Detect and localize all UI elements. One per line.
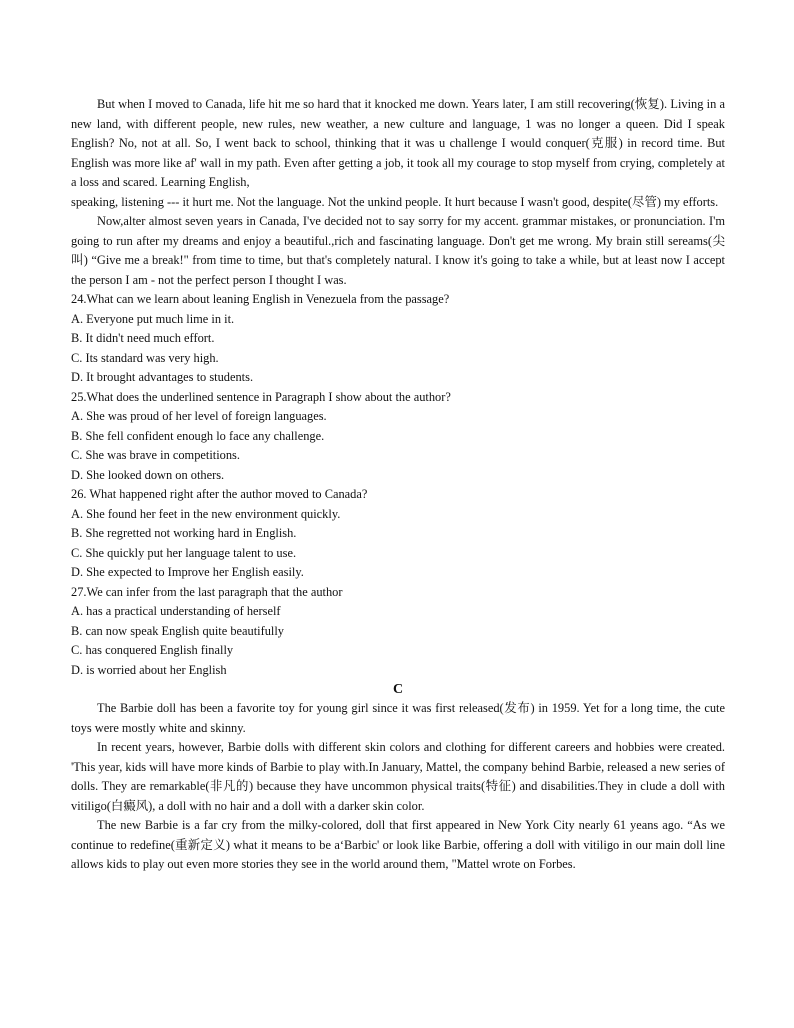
option-d: D. She looked down on others. bbox=[71, 467, 225, 482]
document-page bbox=[71, 95, 725, 875]
option-a: A. has a practical understanding of herself bbox=[71, 604, 281, 618]
question-stem: 27.We can infer from the last paragraph that the author bbox=[71, 584, 343, 599]
question-stem: 26. What happened right after the author moved to Canada? bbox=[71, 487, 368, 501]
option-b: B. It didn't need much effort. bbox=[71, 331, 215, 345]
option-c: C. She was brave in competitions. bbox=[71, 448, 240, 462]
option-d: D. She expected to Improve her English easily. bbox=[71, 565, 304, 579]
section-heading-c: C bbox=[392, 682, 404, 697]
option-b: B. She fell confident enough lo face any challenge. bbox=[71, 428, 325, 443]
passage-b-paragraph-2: Now,alter almost seven years in Canada, I've decided not to say sorry for my accent. grammar mistakes, or pronunciation. I'm going to run after my dreams and enjoy a beautiful.,rich and fascinating language. Don't get me wrong. My brain still sereams(尖叫) “Give me a break!" from time to time, but that's completely natural. I know it's going to take a while, but at least now I accept the person I am - not the perfect person I thought I was. bbox=[71, 214, 725, 287]
option-b: B. She regretted not working hard in English. bbox=[71, 526, 297, 540]
question-stem: 25.What does the underlined sentence in Paragraph I show about the author? bbox=[71, 389, 451, 404]
option-a: A. She was proud of her level of foreign languages. bbox=[71, 409, 327, 423]
passage-b-paragraph-1-tail: speaking, listening --- it hurt me. Not the language. Not the unkind people. It hurt because I wasn't good, despite(尽管) my efforts. bbox=[71, 194, 719, 209]
passage-b-paragraph-1: But when I moved to Canada, life hit me so hard that it knocked me down. Years later, I am still recovering(恢复). Living in a new land, with different people, new rules, new weather, a new culture and language, 1 was no longer a queen. Did I speak English? No, not at all. So, I went back to school, thinking that it was u challenge I would conquer(克服) in record time. But English was more like af' wall in my path. Even after getting a job, it took all my courage to stop myself from crying, completely at a loss and scared. Learning English, bbox=[71, 97, 725, 189]
passage-c-paragraph-1: The Barbie doll has been a favorite toy for young girl since it was first released(发布) in 1959. Yet for a long time, the cute toys were mostly white and skinny. bbox=[71, 701, 725, 735]
option-d: D. is worried about her English bbox=[71, 662, 227, 677]
passage-c-paragraph-3: The new Barbie is a far cry from the milky-colored, doll that first appeared in New York City nearly 61 yeans ago. “As we continue to redefine(重新定义) what it means to be a‘Barbic' or look like Barbie, offering a doll with vitiligo in our main doll line allows kids to play out even more stories they see in the world around them, "Mattel wrote on Forbes. bbox=[71, 818, 725, 871]
option-d: D. It brought advantages to students. bbox=[71, 370, 254, 384]
option-b: B. can now speak English quite beautifully bbox=[71, 623, 285, 638]
option-c: C. has conquered English finally bbox=[71, 643, 234, 657]
question-stem: 24.What can we learn about leaning English in Venezuela from the passage? bbox=[71, 292, 450, 306]
question-27 bbox=[71, 583, 725, 681]
passage-c-paragraph-2: In recent years, however, Barbie dolls with different skin colors and clothing for different careers and hobbies were created. 'This year, kids will have more kinds of Barbie to play with.In January, Mattel, the company behind Barbie, released a new series of dolls. They are remarkable(非凡的) because they have uncommon physical traits(特征) and disabilities.They in clude a doll with vitiligo(白癜风), a doll with no hair and a doll with a darker skin color. bbox=[71, 740, 725, 813]
option-a: A. Everyone put much lime in it. bbox=[71, 311, 235, 326]
option-a: A. She found her feet in the new environment quickly. bbox=[71, 506, 341, 521]
option-c: C. Its standard was very high. bbox=[71, 350, 219, 365]
question-24 bbox=[71, 290, 725, 388]
question-26 bbox=[71, 485, 725, 583]
option-c: C. She quickly put her language talent to use. bbox=[71, 545, 297, 560]
question-25 bbox=[71, 388, 725, 486]
